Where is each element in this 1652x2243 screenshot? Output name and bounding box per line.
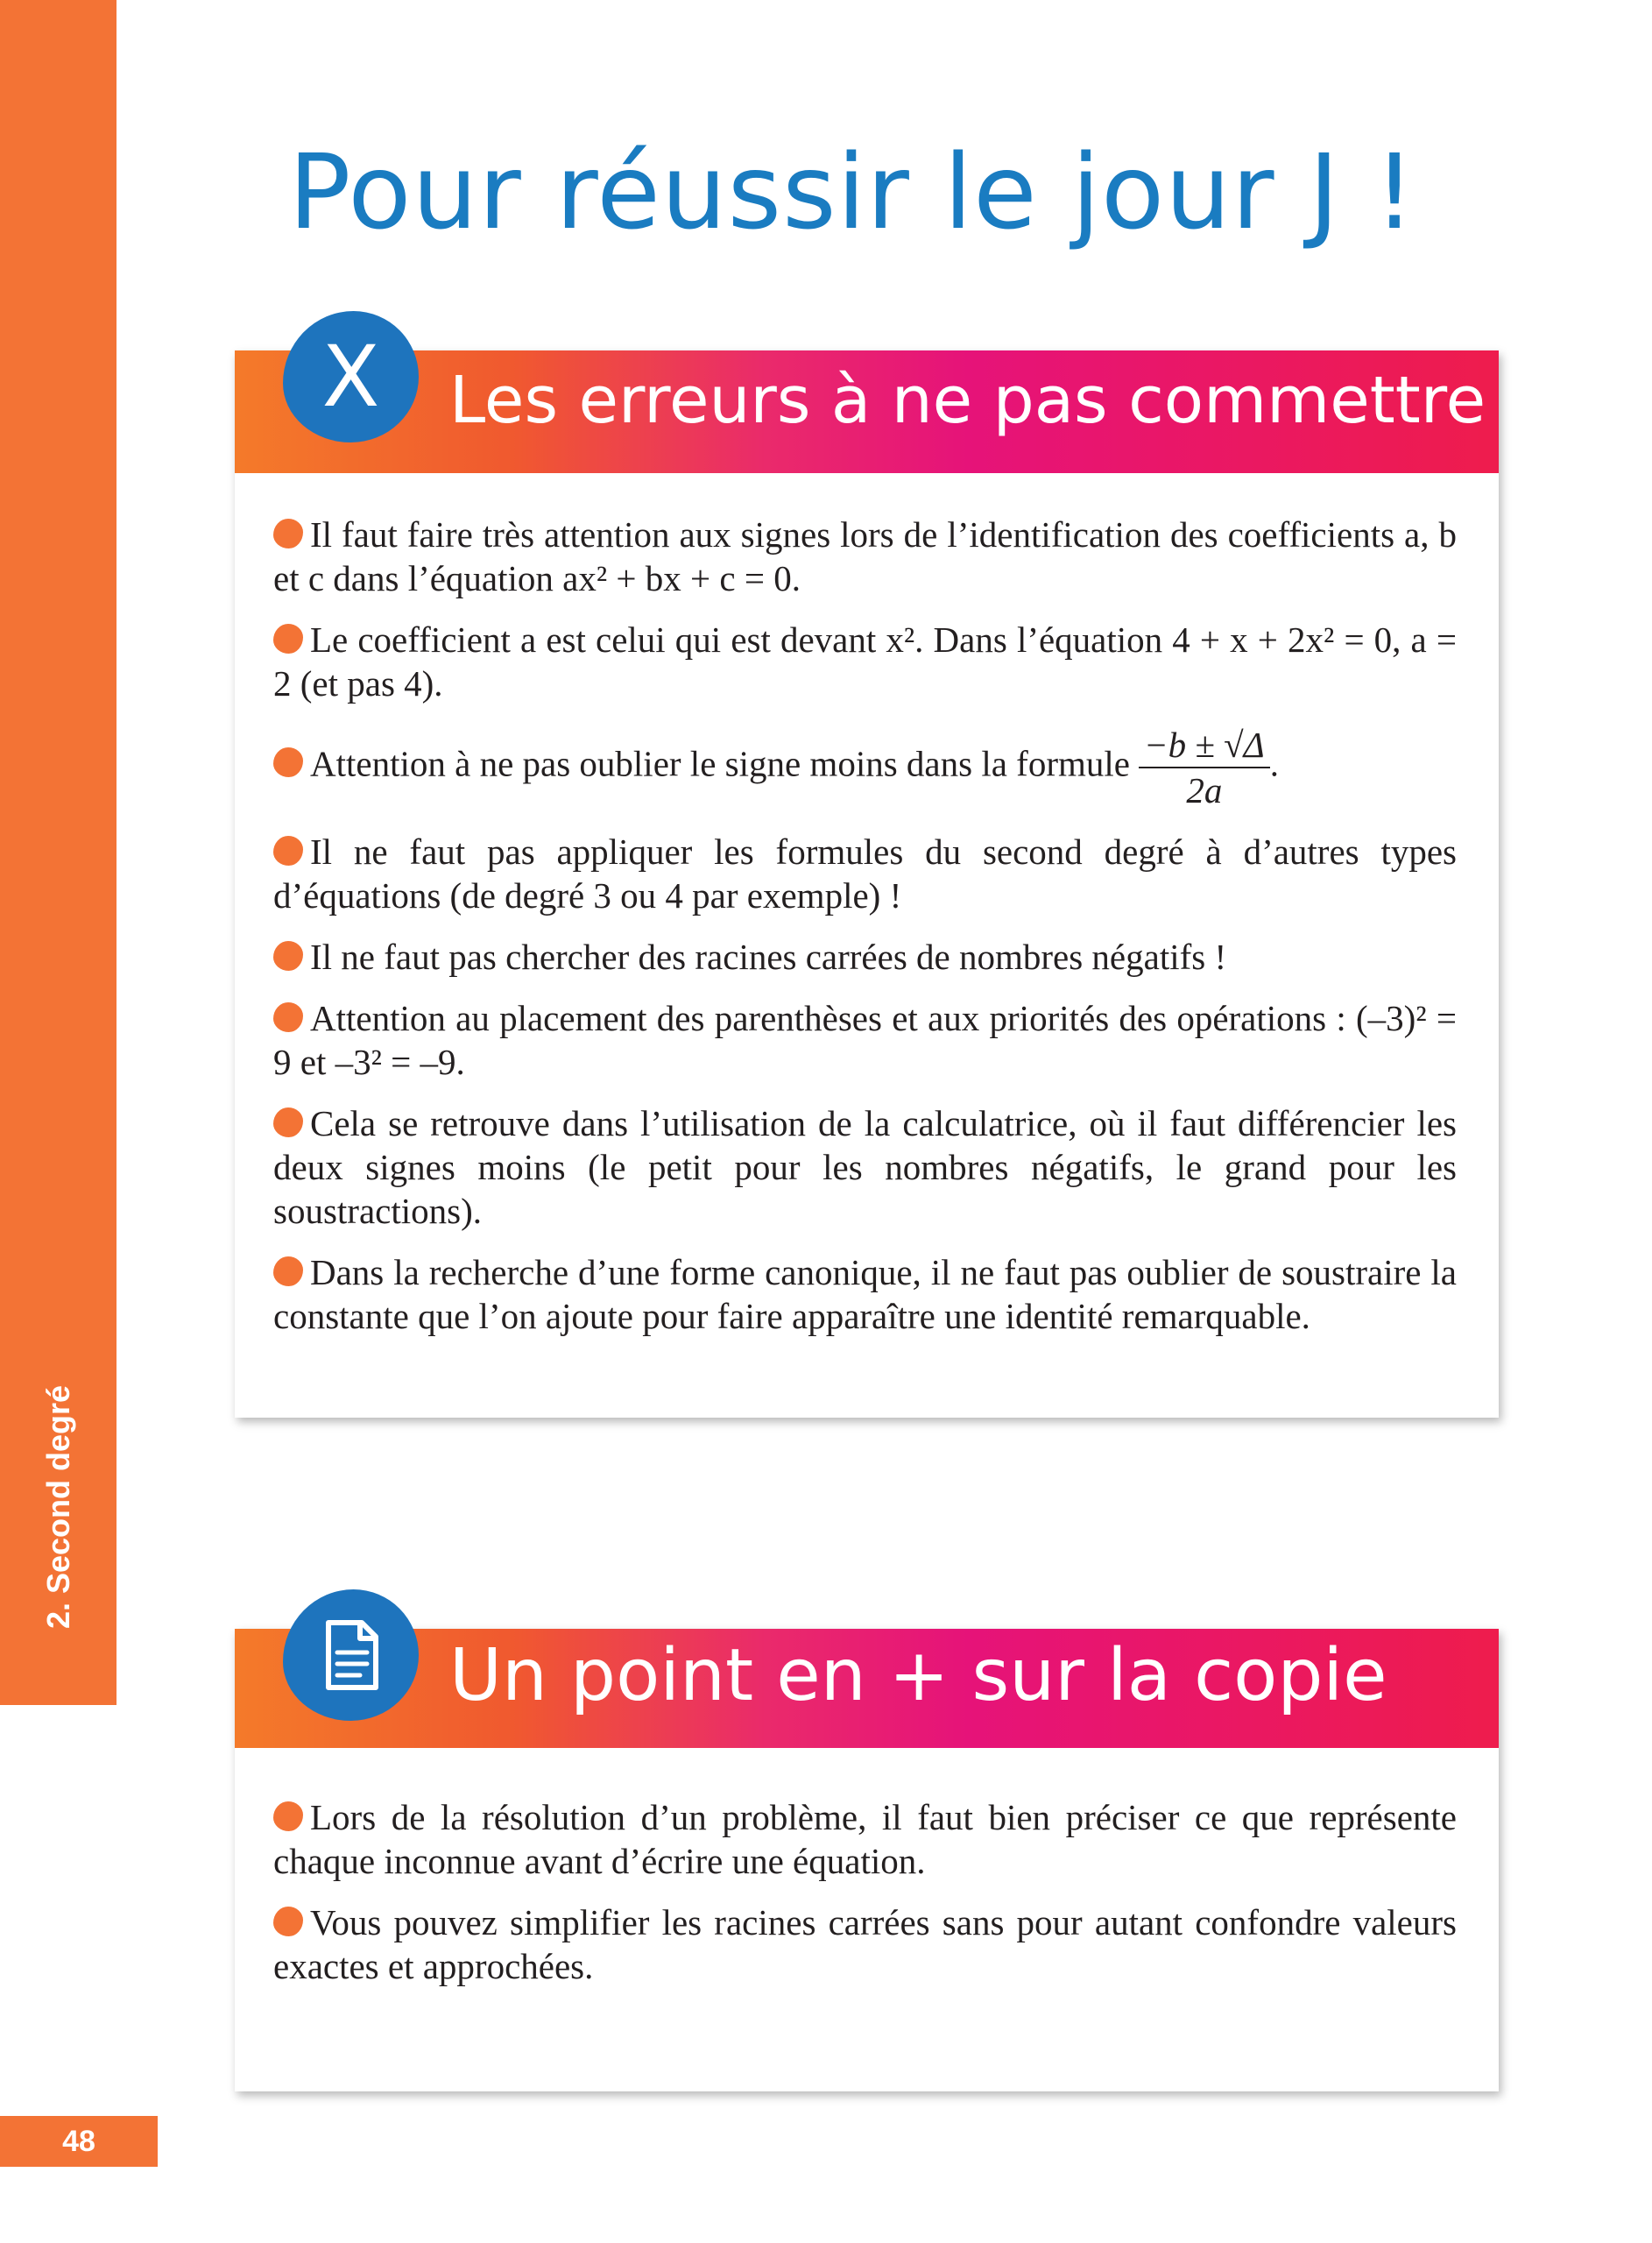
- list-item: Dans la recherche d’une forme canonique, il ne faut pas oublier de soustraire la constante que l’on ajoute pour faire apparaître une identité remarquable.: [273, 1252, 1457, 1336]
- document-icon: [316, 1616, 386, 1695]
- list-item: Attention au placement des parenthèses et aux priorités des opérations : (–3)² = 9 et –3² = –9.: [273, 998, 1457, 1082]
- list-item: Cela se retrouve dans l’utilisation de la calculatrice, où il faut différencier les deux signes moins (le petit pour les nombres négatifs, le grand pour les soustractions).: [273, 1103, 1457, 1231]
- bullet-icon: [273, 1907, 303, 1936]
- bullet-icon: [273, 1107, 303, 1137]
- bullet-icon: [273, 1256, 303, 1286]
- list-item: Attention à ne pas oublier le signe moins dans la formule $\frac{-b \pm √\Delta}{2a}$ .: [273, 723, 1457, 812]
- page-number: 48: [0, 2116, 158, 2167]
- page-title: Pour réussir le jour J !: [288, 131, 1416, 252]
- bullet-icon: [273, 519, 303, 548]
- copy-tips-card: [235, 1629, 1499, 2091]
- bullet-icon: [273, 1801, 303, 1831]
- bullet-icon: [273, 747, 303, 777]
- list-item: Il faut faire très attention aux signes lors de l’identification des coefficients a, b et c dans l’équation ax² + bx + c = 0.: [273, 514, 1457, 598]
- errors-list: [273, 513, 1457, 1355]
- list-item: Il ne faut pas chercher des racines carrées de nombres négatifs !: [273, 935, 1457, 979]
- document-badge-icon: [283, 1589, 419, 1721]
- quadratic-formula: $\frac{-b \pm √\Delta}{2a}$: [1139, 723, 1270, 812]
- errors-card-header: [235, 328, 1499, 473]
- cross-icon: X: [321, 328, 380, 426]
- list-item: Le coefficient a est celui qui est devant x². Dans l’équation 4 + x + 2x² = 0, a = 2 (et pas 4).: [273, 619, 1457, 704]
- bullet-icon: [273, 624, 303, 654]
- errors-card: [235, 328, 1499, 1418]
- errors-section-title: Les erreurs à ne pas commettre: [449, 363, 1486, 438]
- list-item: Lors de la résolution d’un problème, il faut bien préciser ce que représente chaque inconnue avant d’écrire une équation.: [273, 1797, 1457, 1881]
- chapter-label: 2. Second degré: [40, 1384, 76, 1630]
- bullet-icon: [273, 1002, 303, 1032]
- list-item: Vous pouvez simplifier les racines carrées sans pour autant confondre valeurs exactes et approchées.: [273, 1902, 1457, 1986]
- bullet-icon: [273, 836, 303, 866]
- copy-card-header: [235, 1629, 1499, 1748]
- bullet-icon: [273, 941, 303, 971]
- copy-section-title: Un point en + sur la copie: [449, 1634, 1387, 1717]
- list-item: Il ne faut pas appliquer les formules du second degré à d’autres types d’équations (de degré 3 ou 4 par exemple) !: [273, 831, 1457, 916]
- copy-tips-list: [273, 1795, 1457, 2006]
- side-tab: [0, 0, 116, 1705]
- cross-badge-icon: [283, 311, 419, 442]
